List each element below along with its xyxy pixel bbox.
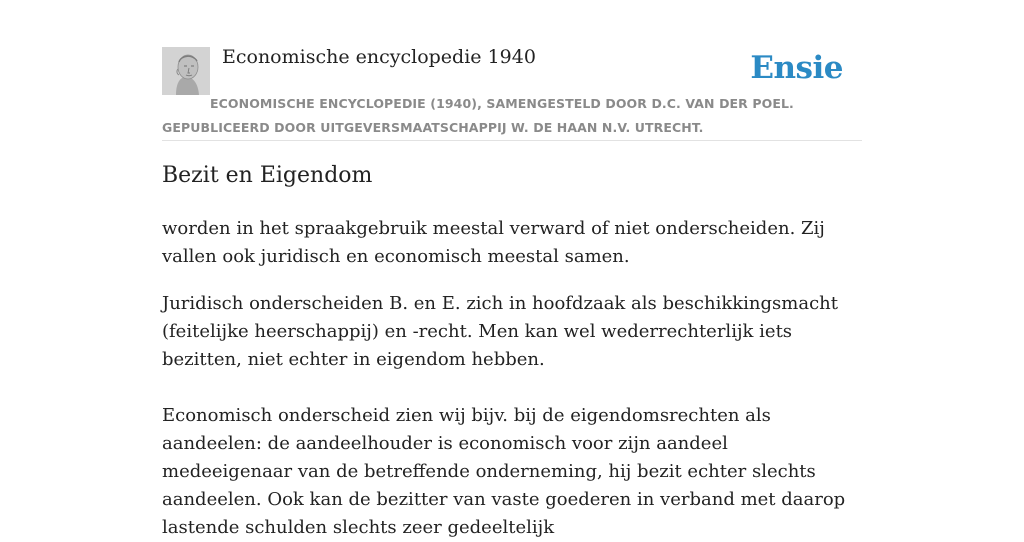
article-paragraph: Juridisch onderscheiden B. en E. zich in hoofdzaak als beschikkingsmacht (feitelijke heerschappij) en -recht. Men kan wel wederrechterlijk iets bezitten, niet echter in eigendom hebben. — [162, 293, 838, 370]
source-meta: ECONOMISCHE ENCYCLOPEDIE (1940), SAMENGESTELD DOOR D.C. VAN DER POEL. GEPUBLICEERD DOOR UITGEVERSMAATSCHAPPIJ W. DE HAAN N.V. UTRECHT. — [162, 96, 794, 135]
brand-logo[interactable]: Ensie — [750, 50, 843, 86]
author-avatar[interactable] — [162, 47, 210, 95]
article-paragraph: worden in het spraakgebruik meestal verward of niet onderscheiden. Zij vallen ook juridisch en economisch meestal samen. — [162, 218, 825, 267]
article-title: Bezit en Eigendom — [162, 163, 373, 188]
article-paragraph: Economisch onderscheid zien wij bijv. bij de eigendomsrechten als aandeelen: de aandeelhouder is economisch voor zijn aandeel medeeigenaar van de betreffende onderneming, hij bezit echter slechts aandeelen. Ook kan de bezitter van vaste goederen in verband met daarop lastende schulden slechts zeer gedeeltelijk — [162, 405, 846, 538]
source-header — [162, 44, 862, 141]
portrait-icon — [162, 47, 210, 95]
article-body — [162, 215, 862, 542]
source-title[interactable]: Economische encyclopedie 1940 — [222, 46, 536, 68]
